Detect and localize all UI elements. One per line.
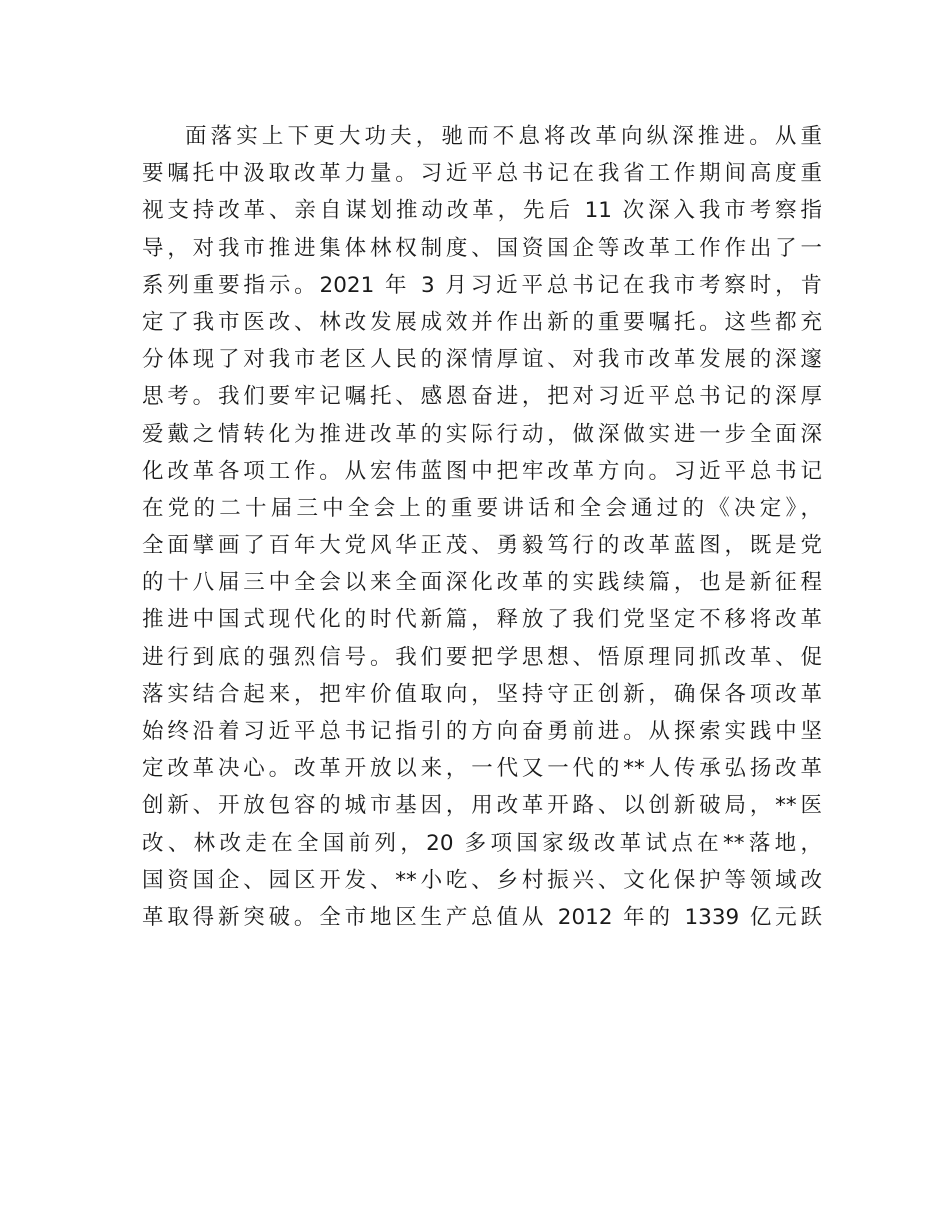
text-line: 面落实上下更大功夫，驰而不息将改革向纵深推进。从重 [185,124,822,149]
text-line: 爱戴之情转化为推进改革的实际行动，做深做实进一步全面深 [142,421,822,447]
text-line: 进行到底的强烈信号。我们要把学思想、悟原理同抓改革、促 [142,644,822,670]
text-line: 创新、开放包容的城市基因，用改革开路、以创新破局，**医 [142,793,822,819]
text-line: 要嘱托中汲取改革力量。习近平总书记在我省工作期间高度重 [142,161,822,187]
text-line: 导，对我市推进集体林权制度、国资国企等改革工作作出了一 [142,235,822,261]
text-line: 思考。我们要牢记嘱托、感恩奋进，把对习近平总书记的深厚 [142,384,822,410]
text-line: 始终沿着习近平总书记指引的方向奋勇前进。从探索实践中坚 [142,719,822,744]
text-line: 推进中国式现代化的时代新篇，释放了我们党坚定不移将改革 [142,607,822,633]
body-text [142,118,822,936]
text-line: 化改革各项工作。从宏伟蓝图中把牢改革方向。习近平总书记 [142,458,822,484]
text-line: 定改革决心。改革开放以来，一代又一代的**人传承弘扬改革 [142,756,822,782]
text-line: 改、林改走在全国前列，20 多项国家级改革试点在**落地， [142,830,822,856]
text-line: 视支持改革、亲自谋划推动改革，先后 11 次深入我市考察指 [142,198,822,224]
text-line: 的十八届三中全会以来全面深化改革的实践续篇，也是新征程 [142,570,822,596]
text-line: 国资国企、园区开发、**小吃、乡村振兴、文化保护等领域改 [142,867,822,893]
text-line: 落实结合起来，把牢价值取向，坚持守正创新，确保各项改革 [142,681,822,707]
text-line: 在党的二十届三中全会上的重要讲话和全会通过的《决定》， [142,495,822,521]
text-line: 系列重要指示。2021 年 3 月习近平总书记在我市考察时，肯 [142,272,822,298]
text-line: 分体现了对我市老区人民的深情厚谊、对我市改革发展的深邃 [142,347,822,373]
text-line: 全面擘画了百年大党风华正茂、勇毅笃行的改革蓝图，既是党 [142,533,822,559]
text-line: 革取得新突破。全市地区生产总值从 2012 年的 1339 亿元跃 [142,904,822,930]
text-line: 定了我市医改、林改发展成效并作出新的重要嘱托。这些都充 [142,309,822,335]
